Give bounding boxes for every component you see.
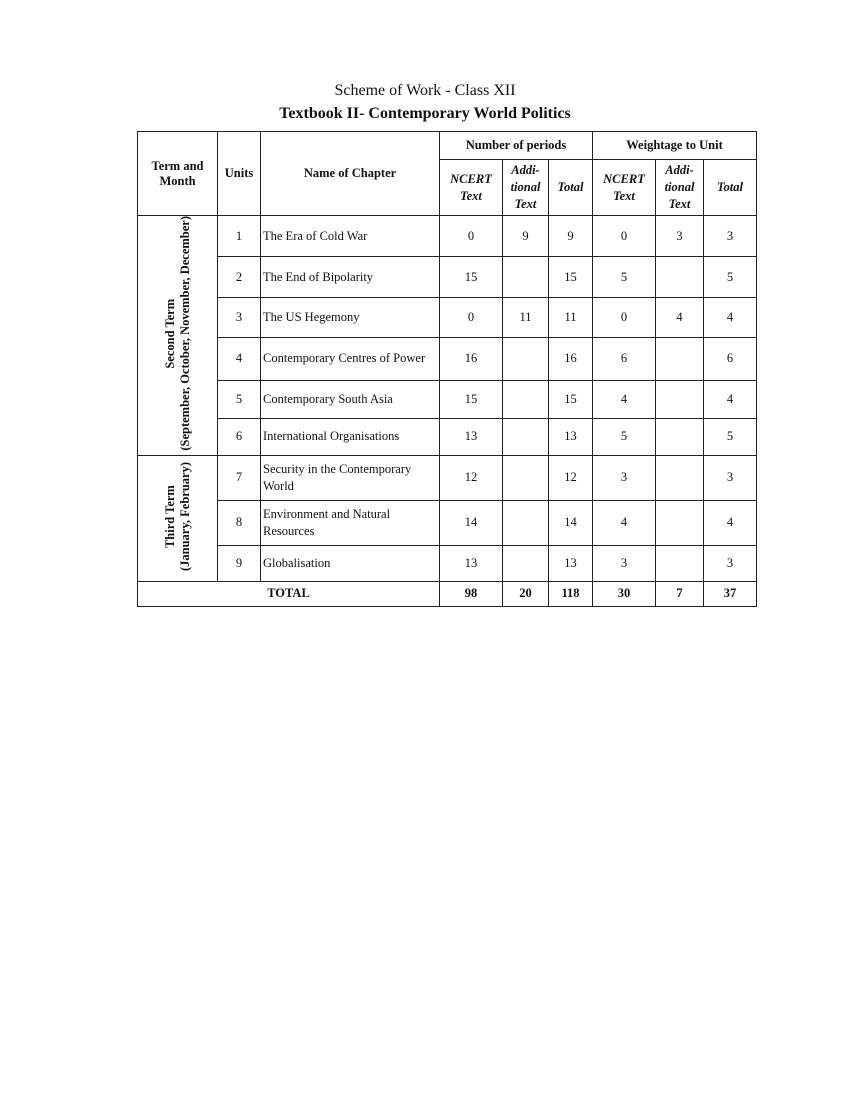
header-weightage-total: Total <box>704 160 757 216</box>
periods-ncert: 0 <box>440 297 503 337</box>
weightage-ncert: 3 <box>593 545 656 581</box>
chapter-name: International Organisations <box>261 418 440 455</box>
periods-total: 16 <box>549 338 593 381</box>
header-chapter: Name of Chapter <box>261 132 440 216</box>
unit-number: 8 <box>218 500 261 545</box>
periods-total: 15 <box>549 257 593 297</box>
term-cell-second <box>138 216 218 456</box>
unit-number: 6 <box>218 418 261 455</box>
periods-total: 13 <box>549 545 593 581</box>
unit-number: 7 <box>218 455 261 500</box>
header-weightage-ncert: NCERT Text <box>593 160 656 216</box>
periods-additional <box>503 500 549 545</box>
unit-number: 9 <box>218 545 261 581</box>
chapter-name: Contemporary South Asia <box>261 380 440 418</box>
periods-additional <box>503 418 549 455</box>
header-periods-ncert: NCERT Text <box>440 160 503 216</box>
unit-number: 4 <box>218 338 261 381</box>
chapter-name: Contemporary Centres of Power <box>261 338 440 381</box>
weightage-additional: 4 <box>656 297 704 337</box>
periods-additional <box>503 545 549 581</box>
total-label: TOTAL <box>138 581 440 606</box>
weightage-total: 4 <box>704 297 757 337</box>
chapter-name: The US Hegemony <box>261 297 440 337</box>
weightage-additional: 3 <box>656 216 704 257</box>
unit-number: 3 <box>218 297 261 337</box>
weightage-total: 4 <box>704 500 757 545</box>
header-term-month: Term and Month <box>138 132 218 216</box>
weightage-ncert: 4 <box>593 500 656 545</box>
weightage-total: 3 <box>704 455 757 500</box>
weightage-total: 3 <box>704 545 757 581</box>
weightage-ncert: 4 <box>593 380 656 418</box>
table-row <box>138 418 757 455</box>
weightage-ncert: 5 <box>593 257 656 297</box>
header-number-of-periods: Number of periods <box>440 132 593 160</box>
periods-ncert: 13 <box>440 545 503 581</box>
table-row <box>138 500 757 545</box>
header-weightage-to-unit: Weightage to Unit <box>593 132 757 160</box>
periods-total: 14 <box>549 500 593 545</box>
document-title: Scheme of Work - Class XII <box>334 82 516 99</box>
term-cell-third <box>138 455 218 581</box>
header-periods-additional: Addi-tional Text <box>503 160 549 216</box>
weightage-total: 4 <box>704 380 757 418</box>
header-periods-total: Total <box>549 160 593 216</box>
weightage-ncert: 0 <box>593 297 656 337</box>
periods-ncert: 12 <box>440 455 503 500</box>
periods-additional <box>503 380 549 418</box>
table-row <box>138 545 757 581</box>
periods-ncert: 0 <box>440 216 503 257</box>
total-weightage-total: 37 <box>704 581 757 606</box>
weightage-additional <box>656 338 704 381</box>
total-row <box>138 581 757 606</box>
periods-ncert: 14 <box>440 500 503 545</box>
weightage-additional <box>656 500 704 545</box>
term-label-second: Second Term (September, October, November, December) <box>162 216 192 451</box>
periods-total: 9 <box>549 216 593 257</box>
weightage-additional <box>656 455 704 500</box>
weightage-total: 5 <box>704 418 757 455</box>
unit-number: 5 <box>218 380 261 418</box>
periods-ncert: 13 <box>440 418 503 455</box>
weightage-total: 5 <box>704 257 757 297</box>
chapter-name: The Era of Cold War <box>261 216 440 257</box>
periods-ncert: 16 <box>440 338 503 381</box>
chapter-name: Environment and Natural Resources <box>261 500 440 545</box>
table-row <box>138 338 757 381</box>
weightage-additional <box>656 418 704 455</box>
total-periods-ncert: 98 <box>440 581 503 606</box>
weightage-total: 6 <box>704 338 757 381</box>
periods-total: 15 <box>549 380 593 418</box>
table-row <box>138 380 757 418</box>
periods-additional: 9 <box>503 216 549 257</box>
total-weightage-additional: 7 <box>656 581 704 606</box>
chapter-name: The End of Bipolarity <box>261 257 440 297</box>
weightage-ncert: 5 <box>593 418 656 455</box>
scheme-table <box>137 131 757 607</box>
chapter-name: Globalisation <box>261 545 440 581</box>
header-units: Units <box>218 132 261 216</box>
table-row <box>138 455 757 500</box>
periods-total: 12 <box>549 455 593 500</box>
weightage-total: 3 <box>704 216 757 257</box>
periods-additional <box>503 455 549 500</box>
weightage-ncert: 0 <box>593 216 656 257</box>
weightage-additional <box>656 257 704 297</box>
header-weightage-additional: Addi-tional Text <box>656 160 704 216</box>
weightage-ncert: 3 <box>593 455 656 500</box>
document-subtitle: Textbook II- Contemporary World Politics <box>279 105 571 122</box>
periods-additional <box>503 338 549 381</box>
chapter-name: Security in the Contemporary World <box>261 455 440 500</box>
table-row <box>138 216 757 257</box>
table-row <box>138 257 757 297</box>
periods-total: 11 <box>549 297 593 337</box>
unit-number: 1 <box>218 216 261 257</box>
weightage-ncert: 6 <box>593 338 656 381</box>
table-row <box>138 297 757 337</box>
unit-number: 2 <box>218 257 261 297</box>
total-weightage-ncert: 30 <box>593 581 656 606</box>
weightage-additional <box>656 545 704 581</box>
term-label-third: Third Term (January, February) <box>162 461 192 571</box>
periods-additional <box>503 257 549 297</box>
periods-additional: 11 <box>503 297 549 337</box>
total-periods-total: 118 <box>549 581 593 606</box>
weightage-additional <box>656 380 704 418</box>
total-periods-additional: 20 <box>503 581 549 606</box>
periods-ncert: 15 <box>440 380 503 418</box>
periods-total: 13 <box>549 418 593 455</box>
periods-ncert: 15 <box>440 257 503 297</box>
